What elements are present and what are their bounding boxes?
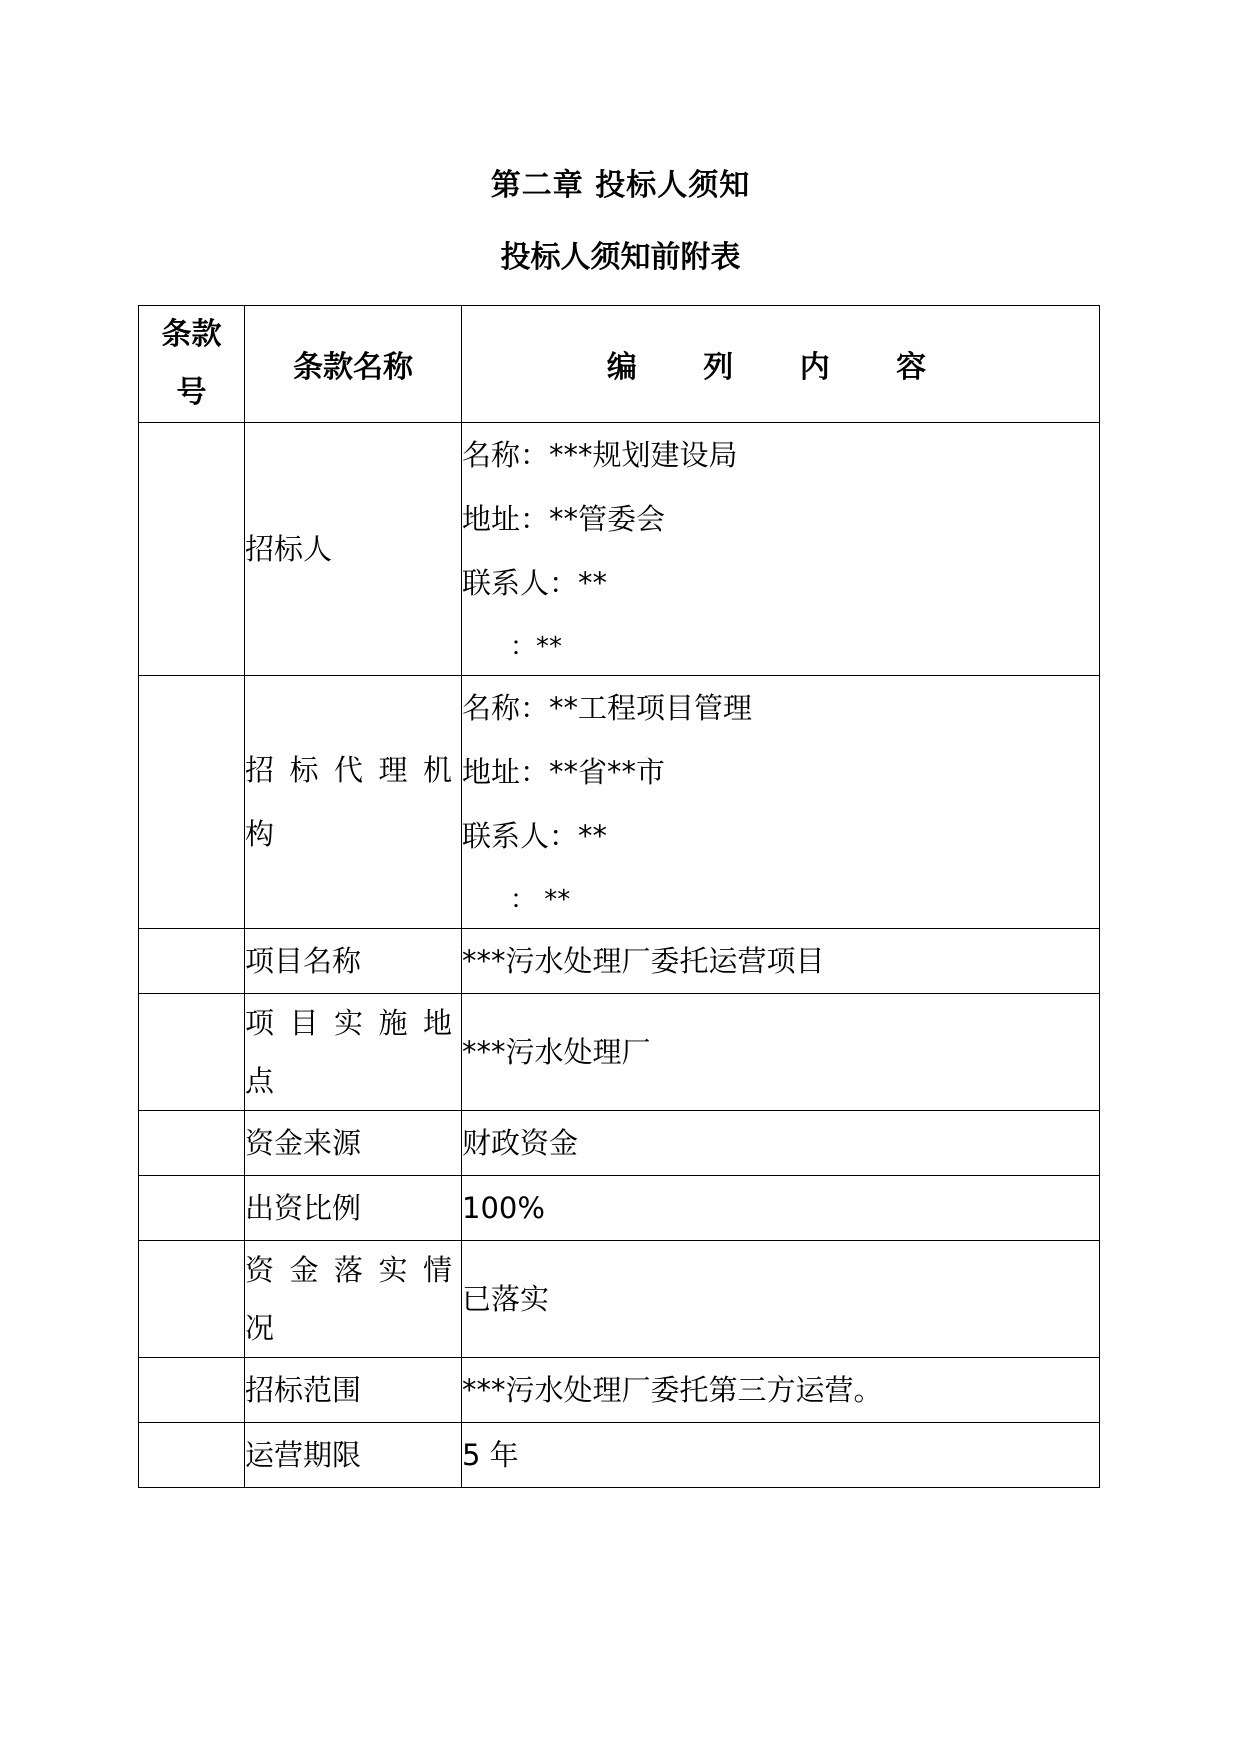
clause-name-cell: 招标人: [245, 423, 462, 676]
clause-name-cell: 招标范围: [245, 1358, 462, 1423]
content-cell: 财政资金: [462, 1111, 1100, 1176]
table-row: [139, 994, 1100, 1111]
clause-name-cell: 资金落实情况: [245, 1241, 462, 1358]
table-row: [139, 423, 1100, 676]
table-row: [139, 1241, 1100, 1358]
clause-no-cell: [139, 423, 245, 676]
content-cell: 已落实: [462, 1241, 1100, 1358]
clause-no-cell: [139, 1423, 245, 1488]
table-header-row: [139, 306, 1100, 423]
table-row: [139, 1176, 1100, 1241]
clause-name-cell: 招标代理机构: [245, 676, 462, 929]
content-line: 地址：**省**市: [462, 755, 666, 789]
header-clause-name: 条款名称: [245, 306, 462, 423]
content-line: 名称：***规划建设局: [462, 438, 738, 472]
table-title: 投标人须知前附表: [500, 240, 741, 275]
table-row: [139, 929, 1100, 994]
table-row: [139, 676, 1100, 929]
header-clause-no-line-1: 条款: [161, 317, 222, 352]
content-line: 地址：**管委会: [462, 502, 666, 536]
header-clause-no: [139, 306, 245, 423]
clause-name-cell: 资金来源: [245, 1111, 462, 1176]
content-cell: [462, 423, 1100, 676]
content-cell: ***污水处理厂委托运营项目: [462, 929, 1100, 994]
clause-no-cell: [139, 1176, 245, 1241]
clause-no-cell: [139, 994, 245, 1111]
clause-name-cell: 运营期限: [245, 1423, 462, 1488]
content-cell: ***污水处理厂委托第三方运营。: [462, 1358, 1100, 1423]
clause-name-cell: 出资比例: [245, 1176, 462, 1241]
content-cell: 5 年: [462, 1423, 1100, 1488]
content-line: 联系人：**: [462, 819, 608, 853]
clause-name-cell: 项目名称: [245, 929, 462, 994]
header-content: 编 列 内 容: [462, 306, 1100, 423]
table-row: [139, 1111, 1100, 1176]
clause-name-cell: 项目实施地点: [245, 994, 462, 1111]
content-cell: 100%: [462, 1176, 1100, 1241]
content-cell: [462, 676, 1100, 929]
table-row: [139, 1358, 1100, 1423]
clause-no-cell: [139, 929, 245, 994]
clause-no-cell: [139, 1241, 245, 1358]
bidder-instructions-table: [138, 305, 1100, 1488]
content-cell: ***污水处理厂: [462, 994, 1100, 1111]
header-clause-no-line-2: 号: [176, 375, 207, 410]
content-line: 名称：**工程项目管理: [462, 691, 753, 725]
content-line: ：**: [510, 632, 563, 662]
table-row: [139, 1423, 1100, 1488]
content-line: 联系人：**: [462, 566, 608, 600]
clause-no-cell: [139, 676, 245, 929]
clause-no-cell: [139, 1111, 245, 1176]
clause-no-cell: [139, 1358, 245, 1423]
content-line: ： **: [510, 885, 571, 915]
chapter-title: 第二章 投标人须知: [490, 168, 751, 203]
